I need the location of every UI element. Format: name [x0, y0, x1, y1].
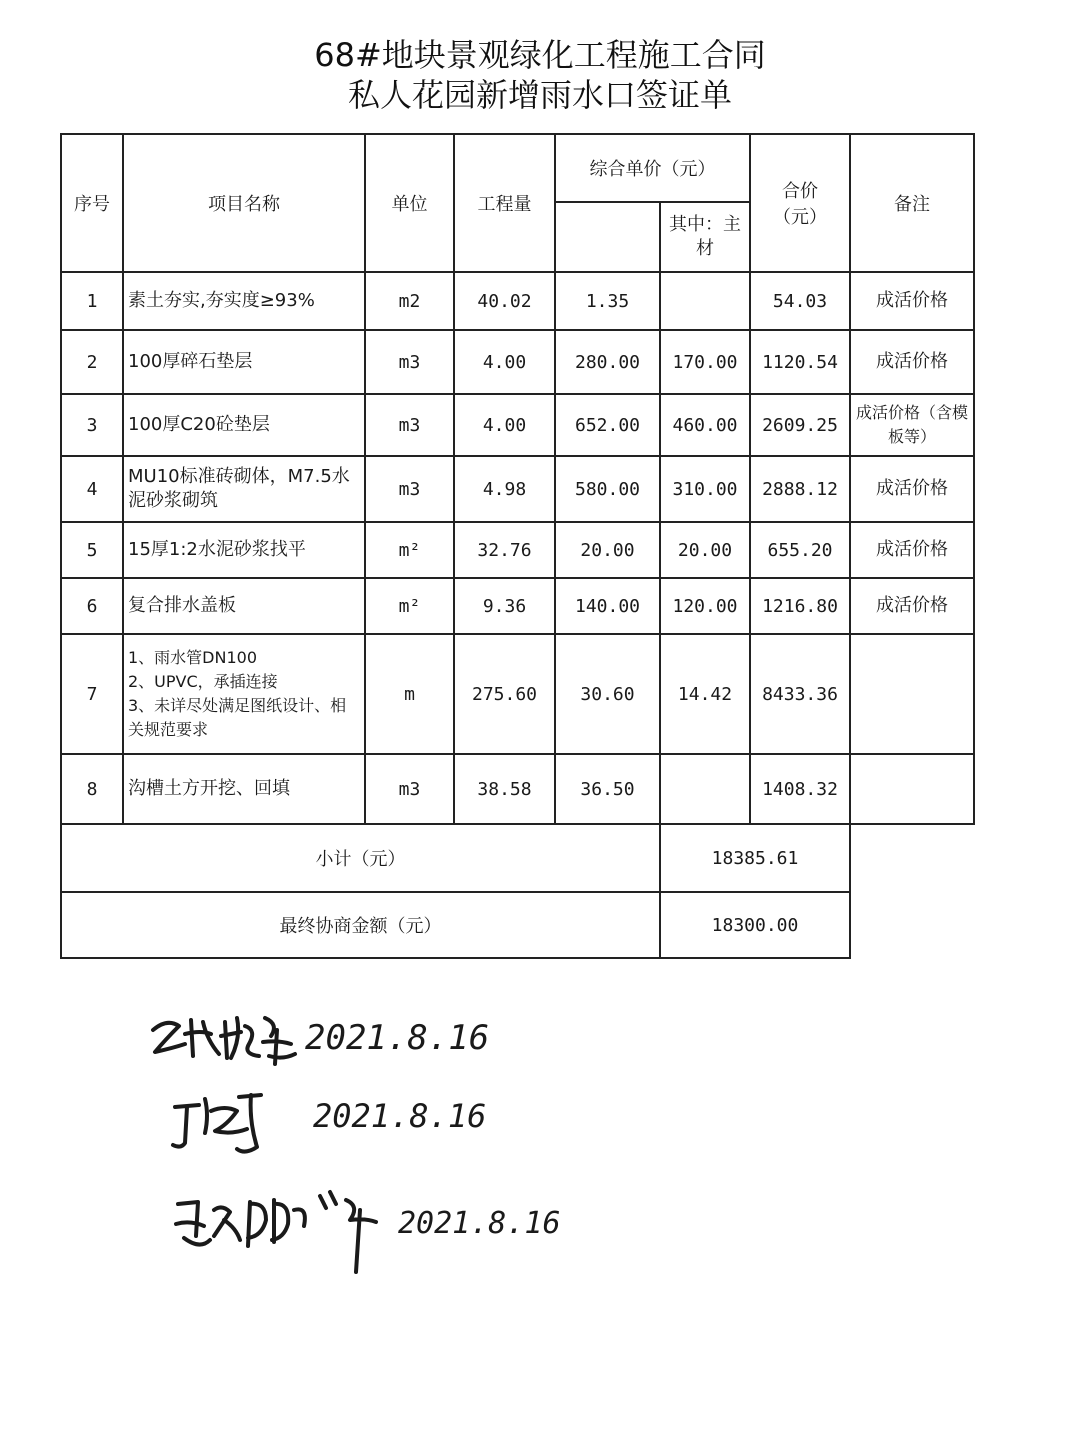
row-unit: m3 — [365, 754, 454, 824]
final-amount-value: 18300.00 — [660, 892, 850, 958]
row-seq: 5 — [61, 522, 123, 578]
row-unit: m² — [365, 578, 454, 634]
table-row — [61, 522, 974, 578]
row-price: 36.50 — [555, 754, 660, 824]
header-seq: 序号 — [61, 134, 123, 272]
row-total: 2888.12 — [750, 456, 850, 522]
table-row — [61, 394, 974, 456]
row-total: 2609.25 — [750, 394, 850, 456]
row-seq: 4 — [61, 456, 123, 522]
row-price: 580.00 — [555, 456, 660, 522]
row-main-material: 310.00 — [660, 456, 750, 522]
signature-2 — [165, 1085, 487, 1169]
signature-1-date: 2021.8.16 — [305, 1018, 490, 1058]
row-price: 280.00 — [555, 330, 660, 394]
row-item-name: 复合排水盖板 — [123, 578, 365, 634]
header-main-material: 其中：主材 — [660, 202, 750, 272]
row-main-material: 14.42 — [660, 634, 750, 754]
subtotal-row — [61, 824, 974, 892]
table-row — [61, 272, 974, 330]
visa-table — [60, 133, 975, 959]
row-qty: 9.36 — [454, 578, 555, 634]
row-note: 成活价格 — [850, 578, 974, 634]
row-total: 54.03 — [750, 272, 850, 330]
row-note — [850, 754, 974, 824]
row-note: 成活价格 — [850, 272, 974, 330]
row-main-material: 120.00 — [660, 578, 750, 634]
row-qty: 4.00 — [454, 330, 555, 394]
subtotal-label: 小计（元） — [61, 824, 660, 892]
row-seq: 6 — [61, 578, 123, 634]
row-note: 成活价格 — [850, 522, 974, 578]
row-unit: m2 — [365, 272, 454, 330]
row-qty: 275.60 — [454, 634, 555, 754]
row-price: 1.35 — [555, 272, 660, 330]
row-main-material: 460.00 — [660, 394, 750, 456]
row-item-name: MU10标准砖砌体，M7.5水泥砂浆砌筑 — [123, 456, 365, 522]
table-row — [61, 578, 974, 634]
row-item-name: 1、雨水管DN100 2、UPVC，承插连接 3、未详尽处满足图纸设计、相关规范要求 — [123, 634, 365, 754]
signature-1 — [145, 1000, 490, 1084]
row-total: 1216.80 — [750, 578, 850, 634]
row-unit: m3 — [365, 394, 454, 456]
row-main-material — [660, 754, 750, 824]
handwritten-signature-icon — [170, 1180, 420, 1280]
row-price: 20.00 — [555, 522, 660, 578]
row-unit: m — [365, 634, 454, 754]
row-note: 成活价格 — [850, 330, 974, 394]
row-price: 652.00 — [555, 394, 660, 456]
row-price: 140.00 — [555, 578, 660, 634]
signature-3-date: 2021.8.16 — [398, 1206, 561, 1241]
handwritten-signature-icon — [165, 1085, 295, 1165]
row-main-material: 20.00 — [660, 522, 750, 578]
row-main-material: 170.00 — [660, 330, 750, 394]
document-title: 68#地块景观绿化工程施工合同 — [314, 36, 766, 74]
row-seq: 8 — [61, 754, 123, 824]
document-subtitle: 私人花园新增雨水口签证单 — [347, 76, 732, 114]
table-row — [61, 330, 974, 394]
final-amount-row — [61, 892, 974, 958]
header-unit-price-blank — [555, 202, 660, 272]
header-unit-price: 综合单价（元） — [555, 134, 750, 202]
row-item-name: 沟槽土方开挖、回填 — [123, 754, 365, 824]
header-note: 备注 — [850, 134, 974, 272]
row-seq: 1 — [61, 272, 123, 330]
row-qty: 38.58 — [454, 754, 555, 824]
header-unit: 单位 — [365, 134, 454, 272]
row-total: 1120.54 — [750, 330, 850, 394]
row-seq: 2 — [61, 330, 123, 394]
row-seq: 7 — [61, 634, 123, 754]
row-item-name: 15厚1:2水泥砂浆找平 — [123, 522, 365, 578]
row-item-name: 100厚C20砼垫层 — [123, 394, 365, 456]
row-note: 成活价格（含模板等） — [850, 394, 974, 456]
row-qty: 32.76 — [454, 522, 555, 578]
header-item: 项目名称 — [123, 134, 365, 272]
final-amount-label: 最终协商金额（元） — [61, 892, 660, 958]
row-total: 655.20 — [750, 522, 850, 578]
signature-3 — [170, 1180, 561, 1284]
signature-2-date: 2021.8.16 — [313, 1097, 487, 1135]
table-row — [61, 634, 974, 754]
row-main-material — [660, 272, 750, 330]
row-item-name: 100厚碎石垫层 — [123, 330, 365, 394]
table-row — [61, 456, 974, 522]
row-note: 成活价格 — [850, 456, 974, 522]
row-note — [850, 634, 974, 754]
row-unit: m² — [365, 522, 454, 578]
subtotal-value: 18385.61 — [660, 824, 850, 892]
row-qty: 4.00 — [454, 394, 555, 456]
row-unit: m3 — [365, 330, 454, 394]
table-row — [61, 754, 974, 824]
header-total: 合价 （元） — [750, 134, 850, 272]
header-qty: 工程量 — [454, 134, 555, 272]
row-qty: 4.98 — [454, 456, 555, 522]
row-unit: m3 — [365, 456, 454, 522]
row-total: 1408.32 — [750, 754, 850, 824]
row-seq: 3 — [61, 394, 123, 456]
row-price: 30.60 — [555, 634, 660, 754]
row-item-name: 素土夯实,夯实度≥93% — [123, 272, 365, 330]
row-total: 8433.36 — [750, 634, 850, 754]
row-qty: 40.02 — [454, 272, 555, 330]
